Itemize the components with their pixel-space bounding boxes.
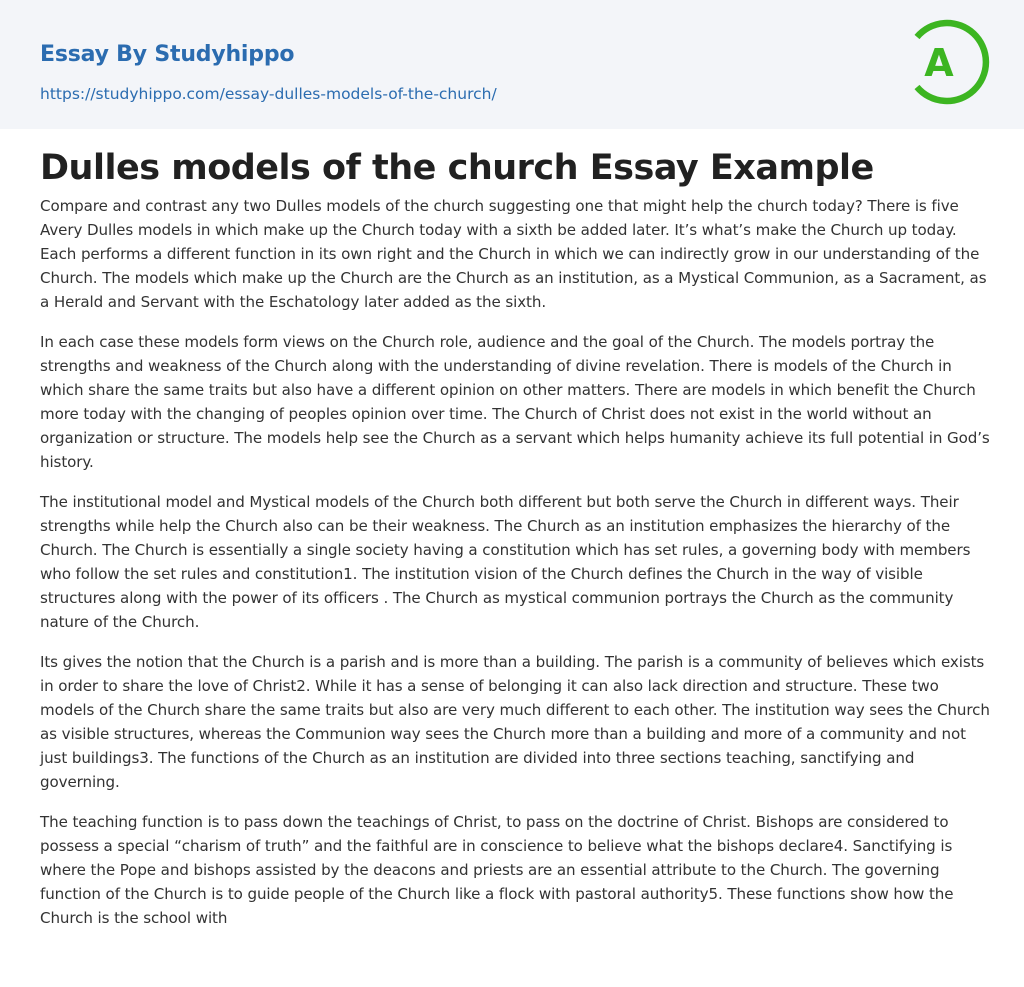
- essay-url-link[interactable]: https://studyhippo.com/essay-dulles-models-of-the-church/: [40, 85, 497, 103]
- studyhippo-logo-icon[interactable]: [905, 17, 991, 107]
- site-title[interactable]: Essay By Studyhippo: [40, 42, 295, 67]
- essay-paragraph: In each case these models form views on the Church role, audience and the goal of the Church. The models portray the strengths and weakness of the Church along with the understanding of divine revelation. There is models of the Church in which share the same traits but also have a different opinion on other matters. There are models in which benefit the Church more today with the changing of peoples opinion over time. The Church of Christ does not exist in the world without an organization or structure. The models help see the Church as a servant which helps humanity achieve its full potential in God’s history.: [40, 333, 990, 471]
- page-title: Dulles models of the church Essay Example: [40, 148, 874, 188]
- essay-body: [40, 194, 990, 946]
- site-header: [0, 0, 1024, 129]
- essay-paragraph: The institutional model and Mystical models of the Church both different but both serve the Church in different ways. Their strengths while help the Church also can be their weakness. The Church as an institution emphasizes the hierarchy of the Church. The Church is essentially a single society having a constitution which has set rules, a governing body with members who follow the set rules and constitution1. The institution vision of the Church defines the Church in the way of visible structures along with the power of its officers . The Church as mystical communion portrays the Church as the community nature of the Church.: [40, 493, 971, 631]
- essay-paragraph: Compare and contrast any two Dulles models of the church suggesting one that might help the church today? There is five Avery Dulles models in which make up the Church today with a sixth be added later. It’s what’s make the Church up today. Each performs a different function in its own right and the Church in which we can indirectly grow in our understanding of the Church. The models which make up the Church are the Church as an institution, as a Mystical Communion, as a Sacrament, as a Herald and Servant with the Eschatology later added as the sixth.: [40, 197, 987, 311]
- essay-paragraph: Its gives the notion that the Church is a parish and is more than a building. The parish is a community of believes which exists in order to share the love of Christ2. While it has a sense of belonging it can also lack direction and structure. These two models of the Church share the same traits but also are very much different to each other. The institution way sees the Church as visible structures, whereas the Communion way sees the Church more than a building and more of a community and not just buildings3. The functions of the Church as an institution are divided into three sections teaching, sanctifying and governing.: [40, 653, 990, 791]
- logo-letter: A: [924, 41, 954, 85]
- essay-paragraph: The teaching function is to pass down the teachings of Christ, to pass on the doctrine of Christ. Bishops are considered to possess a special “charism of truth” and the faithful are in conscience to believe what the bishops declare4. Sanctifying is where the Pope and bishops assisted by the deacons and priests are an essential attribute to the Church. The governing function of the Church is to guide people of the Church like a flock with pastoral authority5. These functions show how the Church is the school with: [40, 813, 954, 927]
